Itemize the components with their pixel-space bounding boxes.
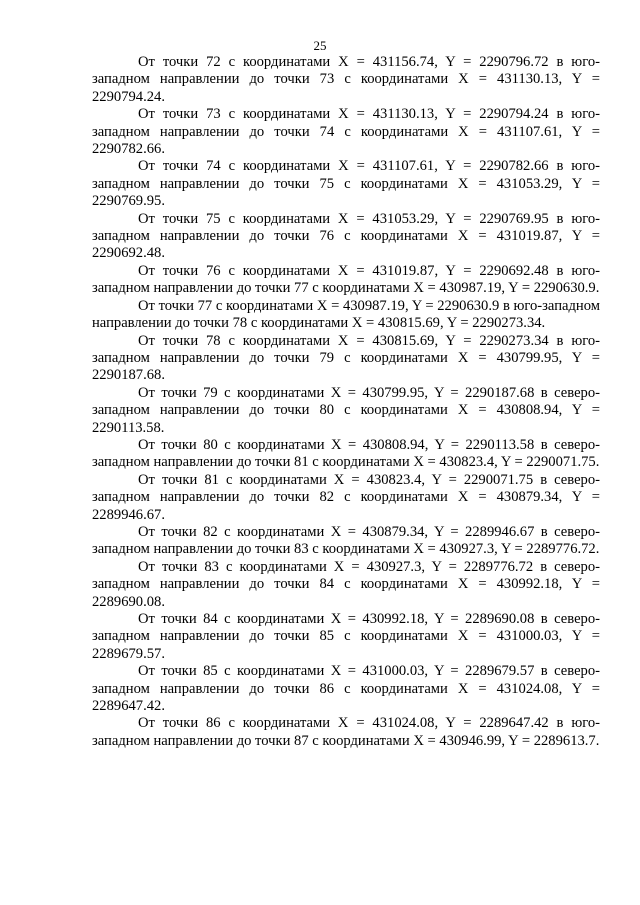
paragraph-point-72: От точки 72 с координатами X = 431156.74, Y = 2290796.72 в юго-западном направлении до точки 73 с координатами X = 431130.13, Y = 2290794.24. <box>92 54 600 105</box>
paragraph-point-76: От точки 76 с координатами X = 431019.87, Y = 2290692.48 в юго-западном направлении до точки 77 с координатами X = 430987.19, Y = 2290630.9. <box>92 262 600 297</box>
paragraph-point-86: От точки 86 с координатами X = 431024.08, Y = 2289647.42 в юго-западном направлении до точки 87 с координатами X = 430946.99, Y = 2289613.7. <box>92 715 600 749</box>
paragraph-point-78: От точки 78 с координатами X = 430815.69, Y = 2290273.34 в юго-западном направлении до точки 79 с координатами X = 430799.95, Y = 2290187.68. <box>92 332 600 384</box>
paragraph-point-82: От точки 82 с координатами X = 430879.34, Y = 2289946.67 в северо-западном направлении до точки 83 с координатами X = 430927.3, Y = 2289776.72. <box>92 523 600 558</box>
paragraph-point-83: От точки 83 с координатами X = 430927.3, Y = 2289776.72 в северо-западном направлении до точки 84 с координатами X = 430992.18, Y = 2289690.08. <box>92 558 600 610</box>
paragraph-point-73: От точки 73 с координатами X = 431130.13, Y = 2290794.24 в юго-западном направлении до точки 74 с координатами X = 431107.61, Y = 2290782.66. <box>92 106 600 158</box>
paragraph-point-85: От точки 85 с координатами X = 431000.03, Y = 2289679.57 в северо-западном направлении до точки 86 с координатами X = 431024.08, Y = 2289647.42. <box>92 663 600 715</box>
paragraph-point-74: От точки 74 с координатами X = 431107.61, Y = 2290782.66 в юго-западном направлении до точки 75 с координатами X = 431053.29, Y = 2290769.95. <box>92 158 600 210</box>
paragraph-point-84: От точки 84 с координатами X = 430992.18, Y = 2289690.08 в северо-западном направлении до точки 85 с координатами X = 431000.03, Y = 2289679.57. <box>92 611 600 662</box>
paragraph-point-80: От точки 80 с координатами X = 430808.94, Y = 2290113.58 в северо-западном направлении до точки 81 с координатами X = 430823.4, Y = 2290071.75. <box>92 436 600 471</box>
paragraph-point-81: От точки 81 с координатами X = 430823.4, Y = 2290071.75 в северо-западном направлении до точки 82 с координатами X = 430879.34, Y = 2289946.67. <box>92 471 600 523</box>
paragraph-point-79: От точки 79 с координатами X = 430799.95, Y = 2290187.68 в северо-западном направлении до точки 80 с координатами X = 430808.94, Y = 2290113.58. <box>92 384 600 436</box>
paragraph-point-77: От точки 77 с координатами X = 430987.19, Y = 2290630.9 в юго-западном направлении до точки 78 с координатами X = 430815.69, Y = 2290273.34. <box>92 297 600 332</box>
paragraph-point-75: От точки 75 с координатами X = 431053.29, Y = 2290769.95 в юго-западном направлении до точки 76 с координатами X = 431019.87, Y = 2290692.48. <box>92 210 600 262</box>
page-number: 25 <box>313 38 327 53</box>
document-body <box>92 54 600 750</box>
